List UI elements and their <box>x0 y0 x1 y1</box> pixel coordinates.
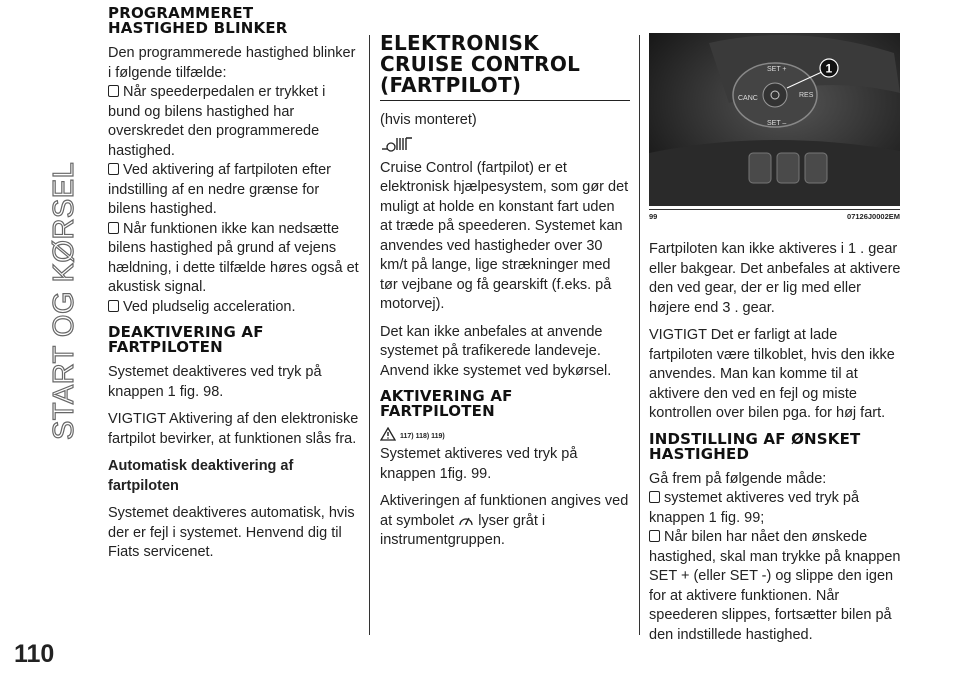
paragraph: VIGTIGT Aktivering af den elektroniske fartpilot bevirker, at funktionen slås fra. <box>108 411 359 447</box>
cruise-control-symbol-icon <box>380 135 630 153</box>
page-number: 110 <box>14 640 55 668</box>
paragraph: Aktiveringen af funktionen angives ved at symbolet lyser gråt i instrumentgruppen. <box>380 493 629 548</box>
canc-label: CANC <box>738 95 758 102</box>
checkbox-bullet-icon <box>649 530 660 542</box>
bullet-item: Når bilen har nået den ønskede hastighed, skal man trykke på knappen SET + (eller SET -) og slippe den igen for at aktivere funktionen. Når speederen slippes, fortsætter bilen på den indstillede hastighed. <box>649 529 901 643</box>
set-plus-label: SET + <box>767 66 787 73</box>
figure-number: 99 <box>649 212 658 221</box>
paragraph: Cruise Control (fartpilot) er et elektronisk hjælpesystem, som gør det muligt at holde en konstant fart uden at træde på speederen. Systemet kan anvendes ved hastigheder over 30 km/t på lange, lige strækninger med tør vejbane og få gearskift (f.eks. på motorvej). <box>380 159 629 312</box>
figure-code: 07126J0002EM <box>847 212 900 221</box>
paragraph: Systemet aktiveres ved tryk på knappen 1fig. 99. <box>380 446 578 482</box>
steering-wheel-figure <box>649 33 900 206</box>
checkbox-bullet-icon <box>108 300 119 312</box>
warning-triangle-icon <box>380 427 396 441</box>
bullet-item: Ved pludselig acceleration. <box>108 298 360 318</box>
heading-deactivation: DEAKTIVERING AF FARTPILOTEN <box>108 323 264 356</box>
paragraph: Systemet deaktiveres automatisk, hvis der er fejl i systemet. Henvend dig til Fiats servicenet. <box>108 505 355 560</box>
paragraph: Gå frem på følgende måde: <box>649 470 827 487</box>
set-minus-label: SET – <box>767 120 787 127</box>
checkbox-bullet-icon <box>108 85 119 97</box>
checkbox-bullet-icon <box>108 222 119 234</box>
heading-programmed-speed: PROGRAMMERET HASTIGHED BLINKER <box>108 4 288 37</box>
paragraph: (hvis monteret) <box>380 112 477 128</box>
checkbox-bullet-icon <box>108 163 119 175</box>
section-side-title <box>38 161 80 440</box>
bullet-item: Ved aktivering af fartpiloten efter indstilling af en nedre grænse for bilens hastighed. <box>108 162 331 217</box>
section-title-text: START OG KØRSEL <box>48 161 80 440</box>
paragraph: Systemet deaktiveres ved tryk på knappen 1 fig. 98. <box>108 364 322 400</box>
paragraph: VIGTIGT Det er farligt at lade fartpiloten være tilkoblet, hvis den ikke anvendes. Man kan komme til at aktivere den ved en fejl og miste kontrollen over bilen pga. for høj fart. <box>649 327 895 421</box>
column-divider-2 <box>639 35 640 635</box>
bullet-item: Når speederpedalen er trykket i bund og bilens hastighed har overskredet den programmerede hastighed. <box>108 84 326 159</box>
figure-caption <box>649 209 900 221</box>
heading-activation: AKTIVERING AF FARTPILOTEN <box>380 387 513 420</box>
column-2 <box>380 33 630 559</box>
paragraph: Fartpiloten kan ikke aktiveres i 1 . gear eller bakgear. Det anbefales at aktivere den ved gear, der er lig med eller højere end 3 . gear. <box>649 241 901 316</box>
heading-set-speed: INDSTILLING AF ØNSKET HASTIGHED <box>649 429 861 463</box>
warning-references: 117) 118) 119) <box>380 427 630 441</box>
speedometer-icon <box>458 513 474 527</box>
checkbox-bullet-icon <box>649 491 660 503</box>
paragraph: Det kan ikke anbefales at anvende systemet på trafikerede landeveje. Anvend ikke systemet ved bykørsel. <box>380 323 612 379</box>
heading-cruise-control: ELEKTRONISK CRUISE CONTROL (FARTPILOT) <box>380 33 630 101</box>
bullet-item: systemet aktiveres ved tryk på knappen 1 fig. 99; <box>649 490 860 526</box>
res-label: RES <box>799 92 814 99</box>
column-divider-1 <box>369 35 370 635</box>
paragraph: Den programmerede hastighed blinker i følgende tilfælde: <box>108 45 356 81</box>
callout-1: 1 <box>825 61 833 76</box>
bullet-item: Når funktionen ikke kan nedsætte bilens hastighed på grund af vejens hældning, i dette tilfælde høres også et akustisk signal. <box>108 220 359 295</box>
column-1 <box>108 6 360 571</box>
column-3 <box>649 240 901 645</box>
subheading-auto-deactivation: Automatisk deaktivering af fartpiloten <box>108 458 294 494</box>
